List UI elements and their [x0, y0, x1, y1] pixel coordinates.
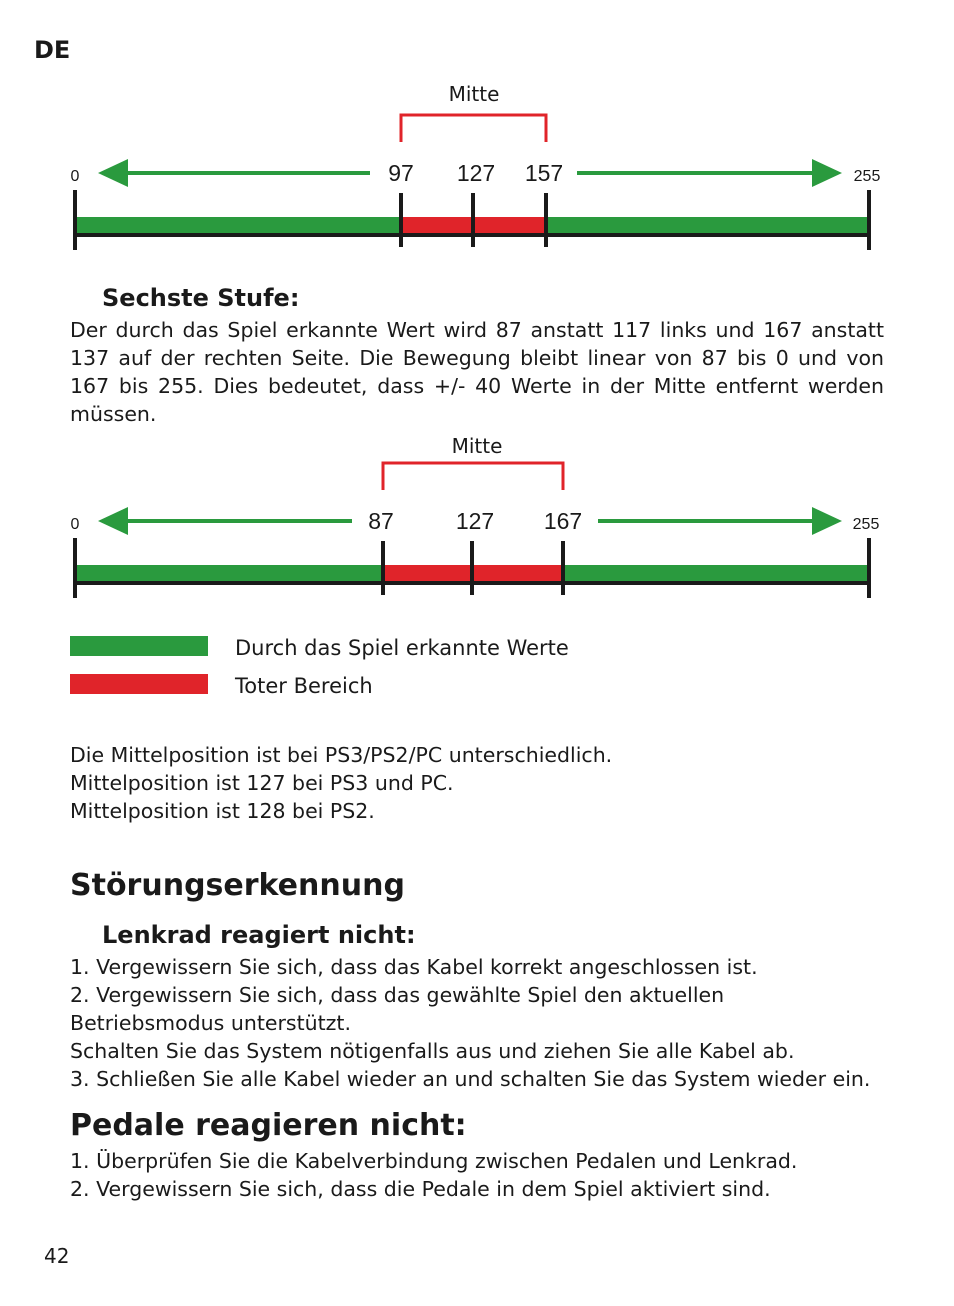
wheel-step: 2. Vergewissern Sie sich, dass das gewählte Spiel den aktuellen Betriebsmodus unterstützt. [70, 983, 725, 1035]
center-note-line: Die Mittelposition ist bei PS3/PS2/PC unterschiedlich. [70, 743, 613, 767]
legend-swatch-recognized [70, 636, 208, 656]
dead-zone-diagram-1 [0, 80, 954, 250]
min-label: 0 [70, 516, 80, 533]
center-bracket [383, 463, 563, 490]
left-dead-zone-label: 87 [368, 508, 394, 534]
bracket-label: Mitte [448, 82, 500, 106]
legend-swatch-dead-zone [70, 674, 208, 694]
troubleshooting-heading: Störungserkennung [70, 868, 405, 903]
recognized-left-bar [75, 565, 383, 582]
max-label: 255 [852, 516, 880, 533]
min-label: 0 [70, 168, 80, 185]
pedals-step: 2. Vergewissern Sie sich, dass die Pedale in dem Spiel aktiviert sind. [70, 1177, 771, 1201]
center-position-note [70, 741, 884, 825]
bracket-label: Mitte [451, 434, 503, 458]
sixth-level-heading: Sechste Stufe: [102, 284, 300, 312]
dead-zone-diagram-2 [0, 428, 954, 598]
max-label: 255 [853, 168, 881, 185]
pedals-steps [70, 1147, 884, 1203]
right-arrow-head [812, 159, 842, 187]
recognized-left-bar [75, 217, 401, 234]
language-tag: DE [34, 36, 71, 64]
legend-label-dead-zone: Toter Bereich [235, 674, 373, 698]
diagram-1-svg [0, 80, 954, 255]
center-label: 127 [456, 160, 496, 186]
center-note-line: Mittelposition ist 127 bei PS3 und PC. [70, 771, 454, 795]
wheel-step: Schalten Sie das System nötigenfalls aus und ziehen Sie alle Kabel ab. [70, 1039, 795, 1063]
wheel-step: 1. Vergewissern Sie sich, dass das Kabel korrekt angeschlossen ist. [70, 955, 758, 979]
sixth-level-text: Der durch das Spiel erkannte Wert wird 87 anstatt 117 links und 167 anstatt 137 auf der rechten Seite. Die Bewegung bleibt linear von 87 bis 0 und von 167 bis 255. Dies bedeutet, dass +/- 40 Werte in der Mitte entfernt werden müssen. [70, 318, 884, 426]
center-note-line: Mittelposition ist 128 bei PS2. [70, 799, 375, 823]
legend-label-recognized: Durch das Spiel erkannte Werte [235, 636, 569, 660]
left-dead-zone-label: 97 [388, 160, 414, 186]
right-arrow-head [812, 507, 842, 535]
pedals-heading: Pedale reagieren nicht: [70, 1108, 467, 1143]
center-bracket [401, 115, 546, 142]
right-dead-zone-label: 157 [524, 160, 564, 186]
recognized-right-bar [546, 217, 869, 234]
wheel-heading: Lenkrad reagiert nicht: [102, 921, 416, 949]
recognized-right-bar [563, 565, 869, 582]
diagram-2-svg [0, 428, 954, 603]
pedals-step: 1. Überprüfen Sie die Kabelverbindung zwischen Pedalen und Lenkrad. [70, 1149, 798, 1173]
wheel-step: 3. Schließen Sie alle Kabel wieder an und schalten Sie das System wieder ein. [70, 1067, 871, 1091]
page-number: 42 [44, 1244, 70, 1268]
center-label: 127 [455, 508, 495, 534]
wheel-steps [70, 953, 884, 1093]
right-dead-zone-label: 167 [543, 508, 583, 534]
left-arrow-head [98, 159, 128, 187]
left-arrow-head [98, 507, 128, 535]
